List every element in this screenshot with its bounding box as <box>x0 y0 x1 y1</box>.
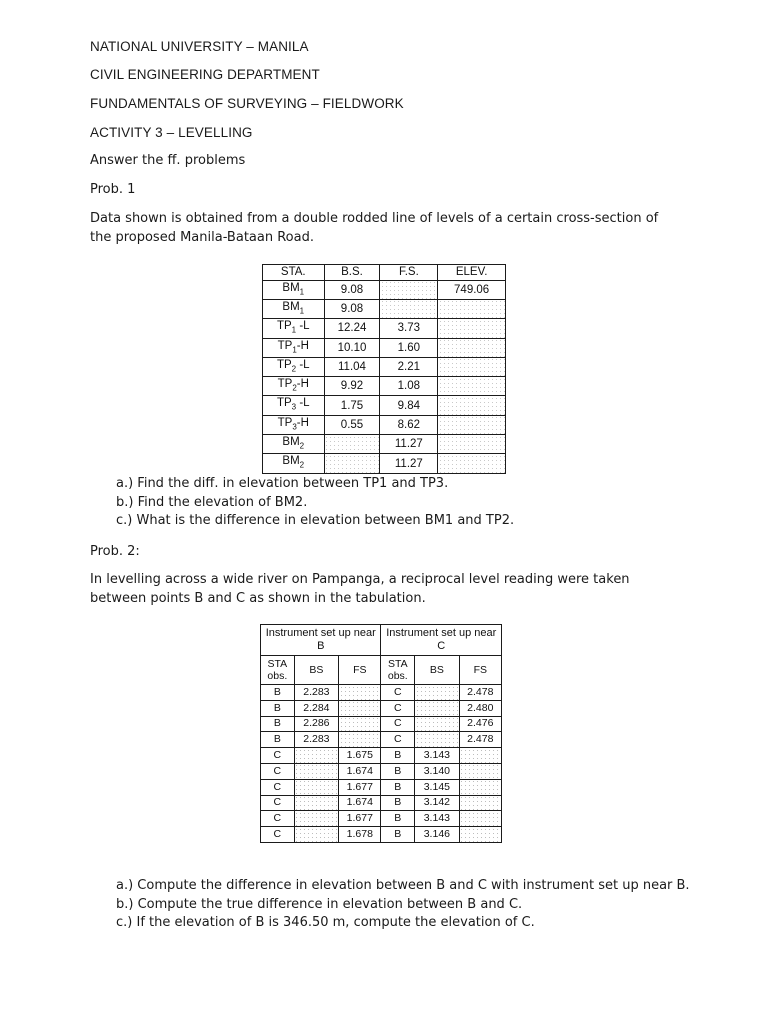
elevation-cell <box>438 396 506 415</box>
problem1-label: Prob. 1 <box>90 182 136 197</box>
backsight-cell: 9.92 <box>324 377 380 396</box>
table-row <box>261 700 502 716</box>
station-cell: C <box>381 716 415 732</box>
backsight-cell: 2.283 <box>294 732 339 748</box>
activity-heading: ACTIVITY 3 – LEVELLING <box>90 125 253 140</box>
foresight-cell <box>380 299 438 318</box>
foresight-cell: 1.678 <box>339 827 381 843</box>
table-header-row <box>261 656 502 685</box>
foresight-cell <box>459 811 501 827</box>
foresight-cell: 2.476 <box>459 716 501 732</box>
column-header: FS <box>339 656 381 685</box>
foresight-cell: 2.21 <box>380 357 438 376</box>
station-cell <box>263 299 325 318</box>
problem2-label: Prob. 2: <box>90 544 140 559</box>
backsight-cell: 11.04 <box>324 357 380 376</box>
backsight-cell: 0.55 <box>324 415 380 434</box>
elevation-cell <box>438 415 506 434</box>
question-item: c.) If the elevation of B is 346.50 m, compute the elevation of C. <box>116 915 535 930</box>
foresight-cell: 1.60 <box>380 338 438 357</box>
foresight-cell: 1.677 <box>339 811 381 827</box>
column-header: STA obs. <box>261 656 295 685</box>
foresight-cell <box>339 732 381 748</box>
station-suffix: -H <box>296 416 309 429</box>
station-subscript: 3 <box>292 422 297 432</box>
backsight-cell <box>294 811 339 827</box>
backsight-cell: 2.286 <box>294 716 339 732</box>
course-heading: FUNDAMENTALS OF SURVEYING – FIELDWORK <box>90 96 404 111</box>
station-name: BM <box>282 281 300 294</box>
station-cell: B <box>381 811 415 827</box>
foresight-cell <box>339 685 381 701</box>
levels-table <box>262 264 506 474</box>
station-cell: C <box>261 795 295 811</box>
foresight-cell: 8.62 <box>380 415 438 434</box>
station-cell: B <box>381 763 415 779</box>
table-row <box>261 811 502 827</box>
station-subscript: 2 <box>292 383 297 393</box>
backsight-cell: 3.145 <box>415 779 460 795</box>
station-cell <box>263 319 325 338</box>
station-cell <box>263 415 325 434</box>
station-cell: C <box>261 827 295 843</box>
station-cell: B <box>381 827 415 843</box>
instructions-text: Answer the ff. problems <box>90 153 246 168</box>
station-subscript: 1 <box>299 306 305 316</box>
group-header-near-b: Instrument set up near B <box>261 625 381 656</box>
table-row <box>263 396 506 415</box>
levels-table-body <box>263 280 506 473</box>
column-header: BS <box>415 656 460 685</box>
backsight-cell: 9.08 <box>324 299 380 318</box>
foresight-cell: 3.73 <box>380 319 438 338</box>
problem2-statement: In levelling across a wide river on Pampanga, a reciprocal level reading were taken between points B and C as shown in the tabulation. <box>90 572 630 606</box>
column-header: BS <box>294 656 339 685</box>
table-row <box>263 280 506 299</box>
foresight-cell: 1.674 <box>339 763 381 779</box>
column-header: B.S. <box>324 265 380 281</box>
table-row <box>263 319 506 338</box>
reciprocal-table-body <box>261 685 502 843</box>
problem1-statement: Data shown is obtained from a double rodded line of levels of a certain cross-section of the proposed Manila-Bataan Road. <box>90 211 659 245</box>
question-item: a.) Compute the difference in elevation between B and C with instrument set up near B. <box>116 878 690 893</box>
station-suffix: -L <box>296 397 310 410</box>
station-suffix: -L <box>296 358 310 371</box>
foresight-cell <box>459 748 501 764</box>
station-name: TP <box>276 397 292 410</box>
question-item: b.) Find the elevation of BM2. <box>116 494 308 510</box>
station-cell <box>263 454 325 473</box>
backsight-cell <box>324 435 380 454</box>
station-cell: B <box>261 716 295 732</box>
station-cell <box>263 338 325 357</box>
station-cell: C <box>261 763 295 779</box>
problem1-questions <box>116 475 514 531</box>
table-row <box>263 299 506 318</box>
table-row <box>261 795 502 811</box>
station-name: TP <box>276 358 292 371</box>
station-subscript: 2 <box>299 441 305 451</box>
table-group-header-row <box>261 625 502 656</box>
question-item: c.) What is the difference in elevation between BM1 and TP2. <box>116 513 515 528</box>
station-subscript: 2 <box>299 460 305 470</box>
station-cell: C <box>261 748 295 764</box>
department-heading: CIVIL ENGINEERING DEPARTMENT <box>90 67 320 82</box>
foresight-cell: 1.08 <box>380 377 438 396</box>
foresight-cell <box>339 716 381 732</box>
elevation-cell <box>438 435 506 454</box>
table-row <box>261 716 502 732</box>
backsight-cell: 9.08 <box>324 280 380 299</box>
foresight-cell <box>459 779 501 795</box>
station-cell: B <box>261 685 295 701</box>
station-cell: C <box>261 811 295 827</box>
foresight-cell: 2.480 <box>459 700 501 716</box>
table-row <box>263 357 506 376</box>
station-cell: B <box>381 779 415 795</box>
station-name: TP <box>276 320 292 333</box>
elevation-cell <box>438 454 506 473</box>
elevation-cell <box>438 377 506 396</box>
station-subscript: 3 <box>291 402 297 412</box>
station-cell <box>263 435 325 454</box>
foresight-cell: 9.84 <box>380 396 438 415</box>
backsight-cell <box>294 795 339 811</box>
column-header: STA. <box>263 265 325 281</box>
table-row <box>263 454 506 473</box>
station-subscript: 1 <box>299 286 305 296</box>
backsight-cell: 2.284 <box>294 700 339 716</box>
backsight-cell: 3.143 <box>415 748 460 764</box>
station-name: TP <box>277 378 293 391</box>
station-cell: B <box>261 700 295 716</box>
elevation-cell <box>438 299 506 318</box>
reciprocal-levelling-table <box>260 624 502 843</box>
elevation-cell <box>438 319 506 338</box>
backsight-cell: 12.24 <box>324 319 380 338</box>
station-cell <box>263 357 325 376</box>
station-suffix: -L <box>296 320 310 333</box>
station-cell: C <box>381 732 415 748</box>
station-suffix: -H <box>296 378 309 391</box>
station-cell: C <box>381 685 415 701</box>
backsight-cell: 1.75 <box>324 396 380 415</box>
table-row <box>261 827 502 843</box>
foresight-cell <box>459 795 501 811</box>
backsight-cell: 3.142 <box>415 795 460 811</box>
station-cell: B <box>261 732 295 748</box>
elevation-cell: 749.06 <box>438 280 506 299</box>
foresight-cell <box>459 763 501 779</box>
backsight-cell: 3.143 <box>415 811 460 827</box>
university-heading: NATIONAL UNIVERSITY – MANILA <box>90 39 309 54</box>
station-cell <box>263 396 325 415</box>
table-row <box>263 338 506 357</box>
foresight-cell <box>380 280 438 299</box>
foresight-cell: 11.27 <box>380 454 438 473</box>
station-cell: B <box>381 795 415 811</box>
backsight-cell: 10.10 <box>324 338 380 357</box>
backsight-cell <box>294 763 339 779</box>
foresight-cell: 2.478 <box>459 732 501 748</box>
foresight-cell <box>339 700 381 716</box>
station-subscript: 2 <box>291 364 297 374</box>
problem2-questions <box>116 877 690 933</box>
column-header: ELEV. <box>438 265 506 281</box>
backsight-cell <box>294 748 339 764</box>
foresight-cell: 11.27 <box>380 435 438 454</box>
backsight-cell <box>324 454 380 473</box>
table-header-row <box>263 265 506 281</box>
station-cell: C <box>381 700 415 716</box>
foresight-cell: 1.675 <box>339 748 381 764</box>
question-item: a.) Find the diff. in elevation between TP1 and TP3. <box>116 476 449 491</box>
backsight-cell: 3.146 <box>415 827 460 843</box>
table-row <box>261 763 502 779</box>
station-cell: C <box>261 779 295 795</box>
station-subscript: 1 <box>292 344 297 354</box>
station-name: BM <box>282 300 300 313</box>
backsight-cell: 2.283 <box>294 685 339 701</box>
elevation-cell <box>438 357 506 376</box>
column-header: FS <box>459 656 501 685</box>
table-row <box>263 415 506 434</box>
backsight-cell <box>415 685 460 701</box>
column-header: F.S. <box>380 265 438 281</box>
station-subscript: 1 <box>291 325 297 335</box>
backsight-cell <box>415 716 460 732</box>
column-header: STA obs. <box>381 656 415 685</box>
foresight-cell: 1.674 <box>339 795 381 811</box>
backsight-cell <box>294 827 339 843</box>
station-suffix: -H <box>296 339 309 352</box>
table-row <box>263 435 506 454</box>
backsight-cell <box>294 779 339 795</box>
table-row <box>261 685 502 701</box>
backsight-cell: 3.140 <box>415 763 460 779</box>
backsight-cell <box>415 700 460 716</box>
backsight-cell <box>415 732 460 748</box>
station-name: BM <box>282 455 300 468</box>
station-cell <box>263 377 325 396</box>
elevation-cell <box>438 338 506 357</box>
foresight-cell: 1.677 <box>339 779 381 795</box>
foresight-cell: 2.478 <box>459 685 501 701</box>
question-item: b.) Compute the true difference in elevation between B and C. <box>116 896 523 912</box>
station-cell <box>263 280 325 299</box>
table-row <box>261 779 502 795</box>
table-row <box>261 732 502 748</box>
group-header-near-c: Instrument set up near C <box>381 625 502 656</box>
station-name: BM <box>282 436 300 449</box>
station-name: TP <box>277 339 293 352</box>
table-row <box>261 748 502 764</box>
table-row <box>263 377 506 396</box>
foresight-cell <box>459 827 501 843</box>
station-name: TP <box>277 416 293 429</box>
station-cell: B <box>381 748 415 764</box>
